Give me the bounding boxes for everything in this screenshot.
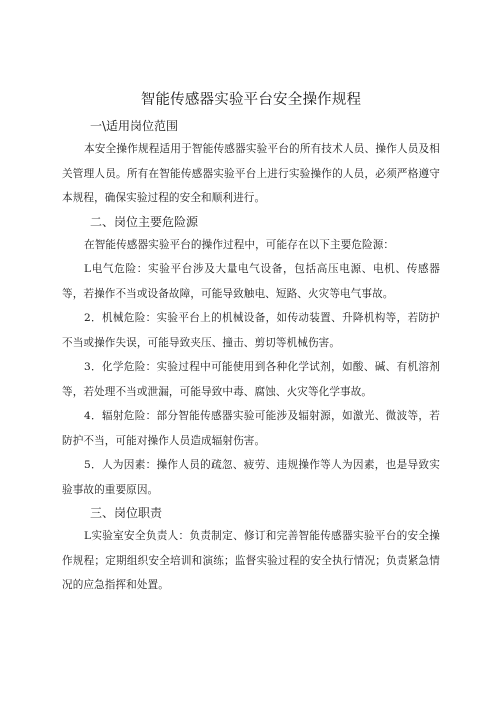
section-hazards <box>62 213 440 503</box>
section-scope <box>62 117 440 211</box>
paragraph: 在智能传感器实验平台的操作过程中，可能存在以下主要危险源： <box>84 238 395 251</box>
paragraph: 3．化学危险：实验过程中可能使用到各种化学试剂，如酸、碱、有机溶剂等，若处理不当或泄漏，可能导致中毒、腐蚀、火灾等化学事故。 <box>62 361 440 398</box>
paragraph: 5．人为因素：操作人员的疏忽、疲劳、违规操作等人为因素，也是导致实验事故的重要原因。 <box>62 459 440 496</box>
document-title: 智能传感器实验平台安全操作规程 <box>140 92 362 108</box>
section-heading: 一\适用岗位范围 <box>90 119 179 133</box>
section-duties <box>62 504 440 598</box>
document-page <box>62 88 440 598</box>
section-heading: 三、岗位职责 <box>90 506 163 520</box>
paragraph: 本安全操作规程适用于智能传感器实验平台的所有技术人员、操作人员及相关管理人员。所有在智能传感器实验平台上进行实验操作的人员，必须严格遵守本规程，确保实验过程的安全和顺利进行。 <box>62 143 440 204</box>
paragraph: L电气危险：实验平台涉及大量电气设备，包括高压电源、电机、传感器等，若操作不当或设备故障，可能导致触电、短路、火灾等电气事故。 <box>62 263 440 300</box>
section-heading: 二、岗位主要危险源 <box>90 214 199 229</box>
paragraph: 4．辐射危险：部分智能传感器实验可能涉及辐射源，如激光、微波等，若防护不当，可能对操作人员造成辐射伤害。 <box>62 410 440 447</box>
paragraph: L实验室安全负责人：负责制定、修订和完善智能传感器实验平台的安全操作规程；定期组织安全培训和演练；监督实验过程的安全执行情况；负责紧急情况的应急指挥和处置。 <box>62 530 440 591</box>
paragraph: 2．机械危险：实验平台上的机械设备，如传动装置、升降机构等，若防护不当或操作失误，可能导致夹压、撞击、剪切等机械伤害。 <box>62 312 440 349</box>
